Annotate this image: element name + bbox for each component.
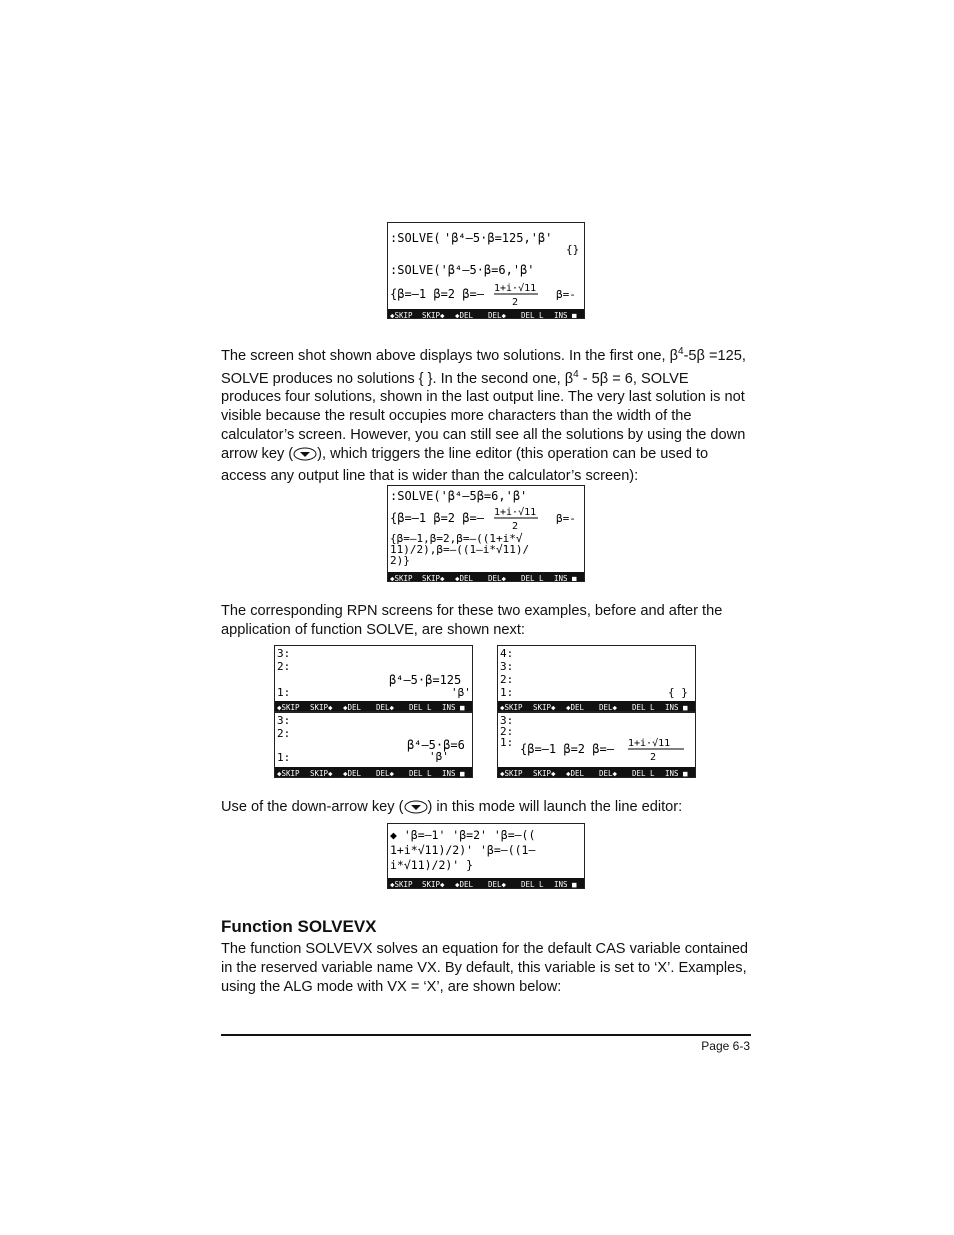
softkey-label[interactable]: DEL◆ — [376, 769, 395, 778]
text-run: ), which triggers the line editor (this operation can be used to access any output line that is wider than the calculator’s screen): — [221, 445, 709, 484]
softkey-label[interactable]: INS ■ — [554, 880, 577, 889]
softkey-bar — [275, 701, 473, 712]
superscript: 4 — [678, 346, 684, 357]
softkey-label[interactable]: INS ■ — [554, 574, 577, 582]
section-heading: Function SOLVEVX — [221, 917, 377, 936]
stack-variable: 'β' — [451, 686, 471, 699]
softkey-label[interactable]: ◆SKIP — [500, 703, 523, 712]
softkey-label[interactable]: DEL L — [521, 574, 544, 582]
softkey-label[interactable]: ◆DEL — [455, 574, 474, 582]
softkey-label[interactable]: DEL L — [409, 703, 432, 712]
stack-level: 3: — [277, 647, 291, 660]
stack-result: {β=–1 β=2 β=– — [520, 742, 614, 756]
screen-line: {β=–1 β=2 β=– — [390, 511, 484, 525]
stack-level: 1: — [277, 751, 291, 764]
screen-line: β=- — [556, 288, 576, 301]
editor-line: 1+i*√11)/2)' 'β=–((1– — [390, 843, 536, 857]
calculator-screen-alg-editor — [387, 485, 585, 582]
screen-line: {β=–1 β=2 β=– — [390, 287, 484, 301]
softkey-label[interactable]: DEL◆ — [488, 311, 507, 319]
stack-level: 2: — [500, 673, 514, 686]
stack-level: 4: — [500, 647, 514, 660]
text-run: ) in this mode will launch the line editor: — [427, 799, 683, 815]
screen-line: {β=–1,β=2,β=–((1+i*√ — [390, 532, 523, 545]
paragraph-solvevx: The function SOLVEVX solves an equation for the default CAS variable contained in the reserved variable name VX. By default, this variable is set to ‘X’. Examples, using the ALG mode with VX = ‘X’, are shown below: — [221, 941, 749, 995]
softkey-label[interactable]: DEL L — [521, 311, 544, 319]
paragraph-rpn: The corresponding RPN screens for these two examples, before and after the application of function SOLVE, are shown next: — [221, 603, 723, 638]
softkey-label[interactable]: ◆SKIP — [390, 880, 413, 889]
text-run: The screen shot shown above displays two solutions. In the first one, β — [221, 347, 678, 364]
stack-level: 2: — [500, 725, 514, 738]
screen-line: :SOLVE('β⁴–5β=6,'β' — [390, 489, 528, 503]
softkey-label[interactable]: ◆SKIP — [277, 703, 300, 712]
softkey-label[interactable]: INS ■ — [665, 769, 688, 778]
softkey-label[interactable]: ◆DEL — [566, 703, 585, 712]
softkey-bar — [275, 767, 473, 778]
softkey-label[interactable]: DEL◆ — [599, 769, 618, 778]
calculator-screen-rpn-after-125 — [497, 645, 696, 712]
stack-level: 2: — [277, 660, 291, 673]
paragraph-down-arrow — [221, 798, 751, 820]
softkey-label[interactable]: SKIP◆ — [310, 703, 333, 712]
softkey-label[interactable]: DEL L — [521, 880, 544, 889]
softkey-label[interactable]: SKIP◆ — [422, 574, 445, 582]
stack-level: 1: — [500, 736, 514, 749]
calculator-screen-alg-solve — [387, 222, 585, 319]
calculator-screen-rpn-before-6 — [274, 712, 473, 778]
softkey-label[interactable]: SKIP◆ — [533, 769, 556, 778]
screen-line: 1+i·√11 — [494, 507, 537, 518]
text-run: - 5β = 6, SOLVE produces four solutions, shown in the last output line. The very last solution is not visible because the result occupies more characters than the width of the calculator’s screen. However, you can still see all the solutions by using the down arrow key ( — [221, 370, 746, 462]
stack-expression: β⁴–5·β=125 — [389, 673, 462, 687]
stack-level: 2: — [277, 727, 291, 740]
softkey-label[interactable]: ◆DEL — [455, 880, 474, 889]
softkey-label[interactable]: ◆SKIP — [277, 769, 300, 778]
text-run: Use of the down-arrow key ( — [221, 799, 404, 815]
softkey-label[interactable]: SKIP◆ — [310, 769, 333, 778]
calculator-screen-rpn-after-6 — [497, 712, 696, 778]
softkey-label[interactable]: DEL◆ — [488, 574, 507, 582]
softkey-label[interactable]: DEL L — [632, 703, 655, 712]
softkey-label[interactable]: SKIP◆ — [422, 311, 445, 319]
screen-line: {} — [566, 243, 580, 256]
softkey-label[interactable]: ◆DEL — [566, 769, 585, 778]
stack-level: 3: — [500, 714, 514, 727]
footer-rule — [221, 1034, 751, 1036]
editor-line: i*√11)/2)' } — [390, 858, 474, 872]
softkey-label[interactable]: ◆DEL — [343, 769, 362, 778]
softkey-bar — [388, 878, 585, 889]
softkey-label[interactable]: ◆SKIP — [390, 311, 413, 319]
softkey-label[interactable]: DEL L — [409, 769, 432, 778]
softkey-label[interactable]: DEL◆ — [376, 703, 395, 712]
down-arrow-key-icon — [404, 800, 428, 820]
softkey-label[interactable]: ◆DEL — [455, 311, 474, 319]
calculator-screen-line-editor — [387, 823, 585, 889]
softkey-label[interactable]: DEL L — [632, 769, 655, 778]
page-number: Page 6-3 — [701, 1039, 750, 1053]
softkey-label[interactable]: INS ■ — [665, 703, 688, 712]
softkey-label[interactable]: DEL◆ — [488, 880, 507, 889]
softkey-label[interactable]: ◆SKIP — [500, 769, 523, 778]
stack-result: { } — [668, 686, 688, 699]
screen-line: 11)/2),β=–((1–i*√11)/ — [390, 543, 530, 556]
softkey-label[interactable]: ◆SKIP — [390, 574, 413, 582]
stack-level: 3: — [277, 714, 291, 727]
screen-line: 1+i·√11 — [494, 283, 537, 294]
screen-line: 'β⁴–5·β=125,'β' — [444, 231, 553, 245]
stack-expression: β⁴–5·β=6 — [407, 738, 465, 752]
softkey-bar — [498, 701, 696, 712]
stack-result: 1+i·√11 — [628, 738, 671, 749]
softkey-label[interactable]: DEL◆ — [599, 703, 618, 712]
screen-line: 2 — [512, 297, 519, 308]
softkey-label[interactable]: INS ■ — [554, 311, 577, 319]
softkey-bar — [388, 309, 585, 319]
softkey-label[interactable]: SKIP◆ — [533, 703, 556, 712]
softkey-label[interactable]: ◆DEL — [343, 703, 362, 712]
editor-line: ◆ 'β=–1' 'β=2' 'β=–(( — [390, 828, 536, 842]
softkey-bar — [498, 767, 696, 778]
screen-line: β=- — [556, 512, 576, 525]
superscript: 4 — [573, 368, 579, 380]
screen-line: :SOLVE('β⁴–5·β=6,'β' — [390, 263, 535, 277]
stack-level: 1: — [500, 686, 514, 699]
stack-level: 1: — [277, 686, 291, 699]
stack-level: 3: — [500, 660, 514, 673]
screen-line: 2 — [512, 521, 519, 532]
stack-variable: 'β' — [429, 750, 449, 763]
text-run: -5β =125, SOLVE produces no solutions { }. In the second one, β — [221, 347, 746, 387]
screen-line: 2)} — [390, 554, 410, 567]
calculator-screen-rpn-before-125 — [274, 645, 473, 712]
softkey-bar — [388, 572, 585, 582]
paragraph-solutions — [221, 343, 751, 485]
softkey-label[interactable]: INS ■ — [442, 703, 465, 712]
softkey-label[interactable]: INS ■ — [442, 769, 465, 778]
screen-line: :SOLVE( — [390, 231, 441, 245]
down-arrow-key-icon — [293, 447, 317, 467]
stack-result: 2 — [650, 752, 657, 763]
softkey-label[interactable]: SKIP◆ — [422, 880, 445, 889]
